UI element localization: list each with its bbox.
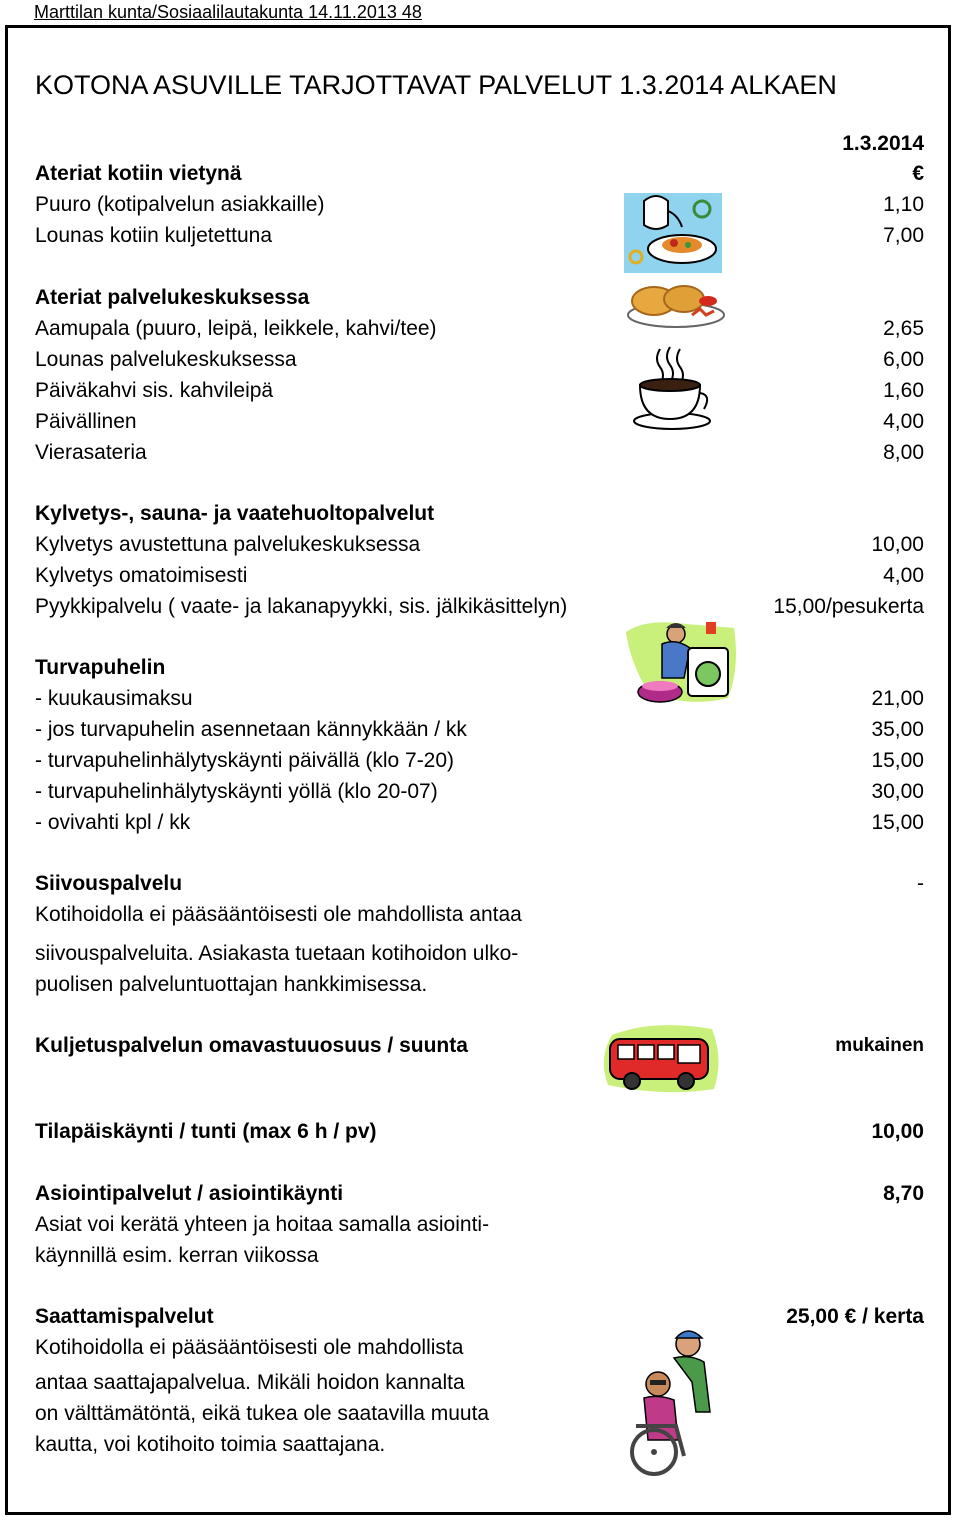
column-date: 1.3.2014 [842, 132, 924, 155]
list-item-label: Vierasateria [35, 441, 147, 464]
teapot-meal-illustration [624, 187, 724, 275]
list-item-price: 7,00 [883, 224, 924, 247]
list-item-label: Lounas palvelukeskuksessa [35, 348, 297, 371]
section-heading-transport: Kuljetuspalvelun omavastuuosuus / suunta [35, 1034, 468, 1057]
bus-illustration [598, 1017, 728, 1097]
wheelchair-illustration [626, 1326, 726, 1478]
list-item-price: 2,65 [883, 317, 924, 340]
temporary-price: 10,00 [871, 1120, 924, 1143]
list-item-label: - kuukausimaksu [35, 687, 193, 710]
list-item-price: 15,00 [871, 811, 924, 834]
escort-text-line: antaa saattajapalvelua. Mikäli hoidon kannalta [35, 1371, 465, 1394]
section-heading-escort: Saattamispalvelut [35, 1305, 214, 1328]
escort-price: 25,00 € / kerta [786, 1305, 924, 1328]
list-item-label: Päiväkahvi sis. kahvileipä [35, 379, 274, 402]
list-item-price: 15,00 [871, 749, 924, 772]
list-item-label: - ovivahti kpl / kk [35, 811, 191, 834]
page-title: KOTONA ASUVILLE TARJOTTAVAT PALVELUT 1.3.2014 ALKAEN [35, 70, 837, 100]
list-item-price: 1,60 [883, 379, 924, 402]
list-item-price: 4,00 [883, 410, 924, 433]
coffee-cup-illustration [632, 345, 714, 431]
list-item-label: Päivällinen [35, 410, 137, 433]
cleaning-text-line: Kotihoidolla ei pääsääntöisesti ole mahdollista antaa [35, 903, 522, 926]
section-heading-bathing: Kylvetys-, sauna- ja vaatehuoltopalvelut [35, 502, 435, 525]
list-item-price: 1,10 [883, 193, 924, 216]
list-item-label: Kylvetys omatoimisesti [35, 564, 248, 587]
document-header: Marttilan kunta/Sosiaalilautakunta 14.11.2013 48 [34, 2, 422, 22]
section-heading-errands: Asiointipalvelut / asiointikäynti [35, 1182, 344, 1205]
list-item-label: Kylvetys avustettuna palvelukeskuksessa [35, 533, 421, 556]
bread-plate-illustration [626, 279, 726, 329]
errands-text-line: käynnillä esim. kerran viikossa [35, 1244, 319, 1267]
list-item-price: 21,00 [871, 687, 924, 710]
section-heading-cleaning: Siivouspalvelu [35, 872, 183, 895]
section-heading-meals-home: Ateriat kotiin vietynä [35, 162, 242, 185]
errands-text-line: Asiat voi kerätä yhteen ja hoitaa samalla asiointi- [35, 1213, 490, 1236]
list-item-price: 10,00 [871, 533, 924, 556]
list-item-label: Pyykkipalvelu ( vaate- ja lakanapyykki, sis. jälkikäsittelyn) [35, 595, 568, 618]
escort-text-line: kautta, voi kotihoito toimia saattajana. [35, 1433, 386, 1456]
list-item-price: 6,00 [883, 348, 924, 371]
cleaning-text-line: siivouspalveluita. Asiakasta tuetaan kotihoidon ulko- [35, 942, 519, 965]
list-item-label: Puuro (kotipalvelun asiakkaille) [35, 193, 325, 216]
section-heading-phone: Turvapuhelin [35, 656, 166, 679]
list-item-label: Aamupala (puuro, leipä, leikkele, kahvi/tee) [35, 317, 437, 340]
currency-symbol: € [912, 162, 924, 185]
cleaning-text-line: puolisen palveluntuottajan hankkimisessa. [35, 973, 428, 996]
list-item-price: 4,00 [883, 564, 924, 587]
list-item-price: 30,00 [871, 780, 924, 803]
cleaning-price: - [917, 872, 924, 895]
escort-text-line: Kotihoidolla ei pääsääntöisesti ole mahdollista [35, 1336, 464, 1359]
list-item-label: - turvapuhelinhälytyskäynti yöllä (klo 20-07) [35, 780, 438, 803]
list-item-price: 35,00 [871, 718, 924, 741]
list-item-price: 8,00 [883, 441, 924, 464]
list-item-label: - jos turvapuhelin asennetaan kännykkään / kk [35, 718, 467, 741]
errands-price: 8,70 [883, 1182, 924, 1205]
section-heading-meals-center: Ateriat palvelukeskuksessa [35, 286, 310, 309]
list-item-label: Lounas kotiin kuljetettuna [35, 224, 272, 247]
transport-price: mukainen [835, 1035, 924, 1056]
escort-text-line: on välttämätöntä, eikä tukea ole saatavilla muuta [35, 1402, 490, 1425]
laundry-illustration [620, 612, 740, 712]
section-heading-temporary: Tilapäiskäynti / tunti (max 6 h / pv) [35, 1120, 377, 1143]
list-item-label: - turvapuhelinhälytyskäynti päivällä (klo 7-20) [35, 749, 455, 772]
list-item-price: 15,00/pesukerta [773, 595, 924, 618]
